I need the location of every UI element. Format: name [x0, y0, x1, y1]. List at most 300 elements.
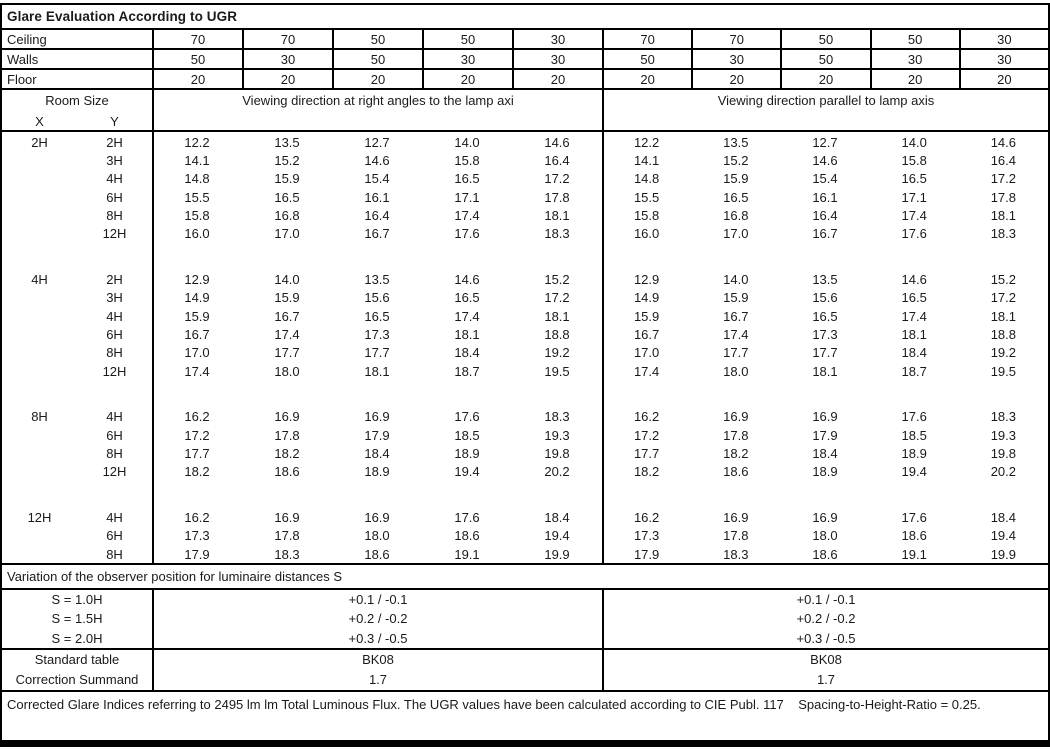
ugr-value: 17.4	[633, 363, 660, 379]
surface-value: 30	[242, 50, 332, 68]
ugr-value: 19.4	[544, 528, 570, 544]
ugr-value: 16.5	[901, 171, 927, 187]
ugr-value: 14.1	[633, 152, 660, 168]
ugr-value: 17.4	[184, 363, 210, 379]
ugr-row	[2, 206, 1048, 224]
ugr-value: 17.2	[544, 290, 570, 306]
column-divider	[602, 132, 604, 563]
ugr-value: 18.4	[364, 445, 390, 461]
ugr-row	[2, 307, 1048, 325]
ugr-value: 14.6	[901, 272, 927, 288]
ugr-value: 17.0	[274, 226, 300, 242]
surface-value: 50	[780, 30, 869, 48]
surface-value: 70	[242, 30, 332, 48]
surface-value: 30	[512, 50, 602, 68]
surface-value: 20	[332, 70, 422, 88]
surface-value: 70	[602, 30, 691, 48]
ugr-value: 16.7	[633, 326, 660, 342]
s-correction-left: +0.2 / -0.2	[348, 611, 408, 627]
room-y-label: 12H	[102, 464, 127, 480]
ugr-value: 15.9	[723, 171, 749, 187]
ugr-value: 19.9	[990, 546, 1016, 562]
ugr-value: 17.1	[901, 189, 927, 205]
ugr-value: 17.4	[723, 326, 749, 342]
ugr-value: 16.1	[812, 189, 838, 205]
s-left-col	[152, 590, 602, 648]
ugr-row	[2, 224, 1048, 242]
surface-value: 20	[512, 70, 602, 88]
ugr-value: 17.2	[990, 171, 1016, 187]
ugr-value: 18.5	[901, 427, 927, 443]
ugr-value: 17.8	[723, 528, 749, 544]
room-y-label: 4H	[106, 510, 123, 526]
ugr-value: 15.2	[723, 152, 749, 168]
ugr-value: 13.5	[274, 134, 300, 150]
ugr-value: 16.4	[364, 207, 390, 223]
ugr-value: 18.6	[723, 464, 749, 480]
ugr-value: 14.0	[454, 134, 480, 150]
surface-value: 20	[780, 70, 869, 88]
ugr-value: 17.7	[184, 445, 210, 461]
room-y-label: 12H	[102, 226, 127, 242]
ugr-row	[2, 444, 1048, 462]
ugr-value: 16.7	[184, 326, 210, 342]
ugr-value: 16.2	[633, 409, 660, 425]
room-x-label	[2, 444, 77, 462]
room-y-label: 6H	[106, 528, 123, 544]
surface-value: 70	[691, 30, 780, 48]
ugr-value: 20.2	[544, 464, 570, 480]
page-title: Glare Evaluation According to UGR	[2, 5, 1048, 30]
room-x-label	[2, 463, 77, 481]
s-distance-label: S = 1.5H	[51, 611, 103, 627]
ugr-value: 18.8	[544, 326, 570, 342]
ugr-value: 17.9	[812, 427, 838, 443]
ugr-data-area	[2, 132, 1048, 565]
surface-row	[2, 30, 1048, 50]
ugr-value: 17.8	[723, 427, 749, 443]
ugr-value: 17.0	[633, 345, 660, 361]
surface-value: 50	[152, 50, 242, 68]
surface-value: 20	[602, 70, 691, 88]
s-distance-section	[2, 590, 1048, 650]
surface-section	[2, 30, 1048, 90]
ugr-value: 17.4	[901, 308, 927, 324]
s-correction-left: +0.1 / -0.1	[348, 592, 408, 608]
summary-label: Correction Summand	[15, 671, 139, 687]
ugr-value: 18.1	[990, 308, 1016, 324]
column-divider	[152, 132, 154, 563]
ugr-value: 15.2	[544, 272, 570, 288]
ugr-rows-container	[2, 133, 1048, 563]
ugr-value: 15.8	[633, 207, 660, 223]
surface-value: 30	[959, 30, 1048, 48]
room-x-label	[2, 344, 77, 362]
ugr-value: 16.1	[364, 189, 390, 205]
ugr-value: 18.9	[364, 464, 390, 480]
ugr-value: 18.0	[723, 363, 749, 379]
surface-value: 50	[332, 50, 422, 68]
ugr-value: 15.2	[274, 152, 300, 168]
ugr-value: 17.6	[454, 510, 480, 526]
ugr-value: 14.9	[184, 290, 210, 306]
ugr-value: 14.9	[633, 290, 660, 306]
ugr-value: 18.1	[544, 207, 570, 223]
ugr-value: 18.6	[812, 546, 838, 562]
ugr-value: 12.9	[184, 272, 210, 288]
s-correction-right: +0.1 / -0.1	[796, 592, 856, 608]
ugr-value: 15.9	[274, 171, 300, 187]
ugr-value: 13.5	[812, 272, 838, 288]
ugr-value: 13.5	[723, 134, 749, 150]
ugr-value: 14.8	[184, 171, 210, 187]
ugr-value: 15.6	[364, 290, 390, 306]
ugr-value: 17.3	[812, 326, 838, 342]
ugr-value: 16.5	[364, 308, 390, 324]
ugr-value: 12.2	[184, 134, 210, 150]
ugr-value: 16.5	[274, 189, 300, 205]
room-x-label: 2H	[31, 134, 48, 150]
ugr-value: 16.0	[184, 226, 210, 242]
ugr-row	[2, 325, 1048, 343]
ugr-value: 18.9	[901, 445, 927, 461]
ugr-value: 17.3	[364, 326, 390, 342]
ugr-value: 18.3	[274, 546, 300, 562]
ugr-value: 14.6	[454, 272, 480, 288]
surface-value: 70	[152, 30, 242, 48]
ugr-value: 18.4	[990, 510, 1016, 526]
room-y-label: 4H	[106, 171, 123, 187]
ugr-value: 17.4	[454, 207, 480, 223]
ugr-value: 17.6	[901, 409, 927, 425]
block-spacer	[2, 380, 1048, 408]
ugr-value: 16.7	[364, 226, 390, 242]
ugr-value: 16.7	[812, 226, 838, 242]
ugr-value: 16.5	[723, 189, 749, 205]
surface-value: 20	[870, 70, 959, 88]
ugr-value: 15.5	[184, 189, 210, 205]
ugr-value: 16.9	[723, 510, 749, 526]
room-x-label	[2, 545, 77, 563]
surface-value: 20	[959, 70, 1048, 88]
s-right-col	[602, 590, 1048, 648]
ugr-value: 19.9	[544, 546, 570, 562]
room-size-label: Room Size	[45, 93, 109, 108]
ugr-value: 18.3	[544, 409, 570, 425]
ugr-value: 14.6	[990, 134, 1016, 150]
ugr-value: 17.6	[901, 510, 927, 526]
ugr-value: 18.4	[454, 345, 480, 361]
y-col-header: Y	[110, 113, 119, 129]
ugr-value: 17.2	[544, 171, 570, 187]
ugr-value: 14.6	[812, 152, 838, 168]
room-y-label: 8H	[106, 546, 123, 562]
room-x-label	[2, 362, 77, 380]
ugr-value: 18.2	[723, 445, 749, 461]
ugr-value: 16.2	[184, 409, 210, 425]
ugr-value: 17.9	[364, 427, 390, 443]
ugr-value: 16.4	[812, 207, 838, 223]
ugr-value: 14.0	[723, 272, 749, 288]
room-y-label: 4H	[106, 409, 123, 425]
s-correction-right: +0.3 / -0.5	[796, 630, 856, 646]
ugr-value: 16.9	[364, 510, 390, 526]
ugr-value: 16.0	[633, 226, 660, 242]
ugr-value: 19.4	[990, 528, 1016, 544]
ugr-value: 15.9	[633, 308, 660, 324]
block-spacer	[2, 481, 1048, 509]
room-x-label	[2, 188, 77, 206]
ugr-value: 18.1	[901, 326, 927, 342]
ugr-value: 16.2	[633, 510, 660, 526]
ugr-value: 15.6	[812, 290, 838, 306]
ugr-value: 18.3	[990, 409, 1016, 425]
ugr-value: 18.3	[990, 226, 1016, 242]
ugr-value: 17.7	[633, 445, 660, 461]
ugr-value: 16.4	[990, 152, 1016, 168]
ugr-value: 19.1	[901, 546, 927, 562]
room-y-label: 6H	[106, 427, 123, 443]
room-x-label	[2, 170, 77, 188]
ugr-row	[2, 545, 1048, 563]
surface-value: 30	[512, 30, 602, 48]
ugr-value: 16.5	[901, 290, 927, 306]
ugr-value: 18.4	[901, 345, 927, 361]
room-x-label	[2, 151, 77, 169]
surface-value: 20	[152, 70, 242, 88]
summary-right-col	[602, 650, 1048, 690]
room-y-label: 4H	[106, 308, 123, 324]
ugr-value: 18.3	[723, 546, 749, 562]
room-x-label	[2, 206, 77, 224]
ugr-value: 17.7	[274, 345, 300, 361]
s-correction-right: +0.2 / -0.2	[796, 611, 856, 627]
ugr-value: 18.9	[454, 445, 480, 461]
ugr-value: 14.1	[184, 152, 210, 168]
ugr-value: 17.7	[364, 345, 390, 361]
ugr-value: 17.0	[184, 345, 210, 361]
ugr-value: 17.8	[990, 189, 1016, 205]
s-correction-left: +0.3 / -0.5	[348, 630, 408, 646]
ugr-value: 15.4	[364, 171, 390, 187]
room-x-label	[2, 325, 77, 343]
room-x-label: 4H	[31, 272, 48, 288]
ugr-value: 18.4	[544, 510, 570, 526]
surface-label: Floor	[7, 71, 37, 87]
surface-value: 50	[332, 30, 422, 48]
ugr-value: 14.8	[633, 171, 660, 187]
ugr-value: 18.1	[812, 363, 838, 379]
xy-header-row	[2, 111, 152, 131]
surface-value: 30	[870, 50, 959, 68]
ugr-value: 18.4	[812, 445, 838, 461]
ugr-table	[0, 3, 1050, 747]
ugr-value: 16.8	[274, 207, 300, 223]
ugr-value: 12.7	[364, 134, 390, 150]
ugr-value: 18.2	[184, 464, 210, 480]
ugr-value: 18.6	[274, 464, 300, 480]
room-y-label: 8H	[106, 345, 123, 361]
surface-label: Ceiling	[7, 31, 47, 47]
ugr-row	[2, 133, 1048, 151]
ugr-value: 18.6	[454, 528, 480, 544]
ugr-value: 17.7	[812, 345, 838, 361]
ugr-value: 17.7	[723, 345, 749, 361]
ugr-value: 16.5	[454, 290, 480, 306]
ugr-row	[2, 270, 1048, 288]
ugr-value: 19.5	[990, 363, 1016, 379]
surface-value: 30	[422, 50, 512, 68]
ugr-row	[2, 151, 1048, 169]
room-x-label	[2, 426, 77, 444]
ugr-value: 18.1	[544, 308, 570, 324]
ugr-value: 17.6	[454, 226, 480, 242]
ugr-value: 18.7	[454, 363, 480, 379]
surface-value: 50	[602, 50, 691, 68]
surface-value: 30	[691, 50, 780, 68]
block-spacer	[2, 243, 1048, 271]
ugr-value: 17.4	[274, 326, 300, 342]
ugr-value: 12.2	[633, 134, 660, 150]
ugr-value: 12.9	[633, 272, 660, 288]
ugr-value: 16.7	[723, 308, 749, 324]
ugr-value: 16.5	[454, 171, 480, 187]
ugr-value: 16.8	[723, 207, 749, 223]
ugr-value: 18.8	[990, 326, 1016, 342]
ugr-value: 17.1	[454, 189, 480, 205]
surface-value: 50	[422, 30, 512, 48]
ugr-value: 19.1	[454, 546, 480, 562]
ugr-value: 14.6	[364, 152, 390, 168]
ugr-value: 17.2	[633, 427, 660, 443]
ugr-value: 13.5	[364, 272, 390, 288]
ugr-value: 16.7	[274, 308, 300, 324]
room-x-label	[2, 527, 77, 545]
ugr-value: 18.9	[812, 464, 838, 480]
surface-row	[2, 50, 1048, 70]
room-x-label	[2, 224, 77, 242]
x-col-header: X	[35, 113, 44, 129]
ugr-value: 15.2	[990, 272, 1016, 288]
viewing-direction-left-header: Viewing direction at right angles to the lamp axi	[152, 90, 602, 131]
variation-heading: Variation of the observer position for luminaire distances S	[2, 565, 1048, 590]
ugr-value: 17.8	[274, 528, 300, 544]
ugr-value: 19.3	[990, 427, 1016, 443]
ugr-value: 18.3	[544, 226, 570, 242]
ugr-row	[2, 509, 1048, 527]
ugr-row	[2, 408, 1048, 426]
ugr-value: 16.9	[274, 510, 300, 526]
ugr-value: 17.2	[184, 427, 210, 443]
room-y-label: 8H	[106, 207, 123, 223]
ugr-value: 19.4	[901, 464, 927, 480]
ugr-row	[2, 289, 1048, 307]
ugr-value: 18.0	[364, 528, 390, 544]
ugr-value: 18.1	[364, 363, 390, 379]
ugr-row	[2, 426, 1048, 444]
ugr-value: 15.5	[633, 189, 660, 205]
ugr-value: 16.9	[364, 409, 390, 425]
surface-value: 20	[422, 70, 512, 88]
ugr-value: 19.8	[544, 445, 570, 461]
ugr-value: 14.0	[274, 272, 300, 288]
room-y-label: 12H	[102, 363, 127, 379]
ugr-value: 16.9	[274, 409, 300, 425]
ugr-value: 17.3	[633, 528, 660, 544]
ugr-value: 18.7	[901, 363, 927, 379]
surface-value: 50	[870, 30, 959, 48]
ugr-value: 17.0	[723, 226, 749, 242]
viewing-direction-right-header: Viewing direction parallel to lamp axis	[602, 90, 1048, 131]
table-header-row	[2, 90, 1048, 132]
ugr-value: 15.4	[812, 171, 838, 187]
ugr-row	[2, 170, 1048, 188]
summary-label: Standard table	[34, 652, 120, 668]
room-y-label: 6H	[106, 189, 123, 205]
summary-value-left: BK08	[362, 652, 394, 668]
ugr-value: 17.8	[274, 427, 300, 443]
ugr-value: 17.9	[633, 546, 660, 562]
surface-label: Walls	[7, 51, 39, 67]
ugr-value: 12.7	[812, 134, 838, 150]
ugr-value: 17.8	[544, 189, 570, 205]
ugr-value: 19.4	[454, 464, 480, 480]
footer-note: Corrected Glare Indices referring to 2495 lm lm Total Luminous Flux. The UGR values have been calculated according to CIE Publ. 117 Spacing-to-Height-Ratio = 0.25.	[7, 697, 981, 712]
ugr-value: 18.0	[274, 363, 300, 379]
s-label-col	[2, 590, 152, 648]
ugr-value: 18.5	[454, 427, 480, 443]
ugr-value: 15.8	[184, 207, 210, 223]
ugr-row	[2, 362, 1048, 380]
ugr-value: 17.6	[901, 226, 927, 242]
surface-value: 30	[959, 50, 1048, 68]
ugr-value: 18.6	[364, 546, 390, 562]
s-distance-label: S = 1.0H	[51, 592, 103, 608]
ugr-row	[2, 344, 1048, 362]
ugr-value: 18.1	[990, 207, 1016, 223]
summary-value-right: BK08	[810, 652, 842, 668]
summary-value-left: 1.7	[368, 671, 388, 687]
room-x-label	[2, 307, 77, 325]
ugr-value: 16.9	[812, 510, 838, 526]
ugr-value: 18.6	[901, 528, 927, 544]
summary-label-col	[2, 650, 152, 690]
surface-value: 20	[242, 70, 332, 88]
ugr-value: 14.6	[544, 134, 570, 150]
ugr-value: 16.2	[184, 510, 210, 526]
ugr-value: 19.2	[990, 345, 1016, 361]
surface-row	[2, 70, 1048, 90]
ugr-value: 19.8	[990, 445, 1016, 461]
ugr-value: 15.9	[274, 290, 300, 306]
ugr-value: 16.9	[812, 409, 838, 425]
ugr-value: 17.3	[184, 528, 210, 544]
ugr-value: 19.3	[544, 427, 570, 443]
room-y-label: 2H	[106, 134, 123, 150]
ugr-value: 19.2	[544, 345, 570, 361]
ugr-value: 15.9	[723, 290, 749, 306]
room-y-label: 3H	[106, 152, 123, 168]
summary-value-right: 1.7	[816, 671, 836, 687]
surface-value: 50	[780, 50, 869, 68]
ugr-value: 18.2	[633, 464, 660, 480]
ugr-value: 14.0	[901, 134, 927, 150]
ugr-value: 20.2	[990, 464, 1016, 480]
ugr-row	[2, 188, 1048, 206]
ugr-value: 16.9	[723, 409, 749, 425]
ugr-value: 17.9	[184, 546, 210, 562]
room-y-label: 8H	[106, 445, 123, 461]
